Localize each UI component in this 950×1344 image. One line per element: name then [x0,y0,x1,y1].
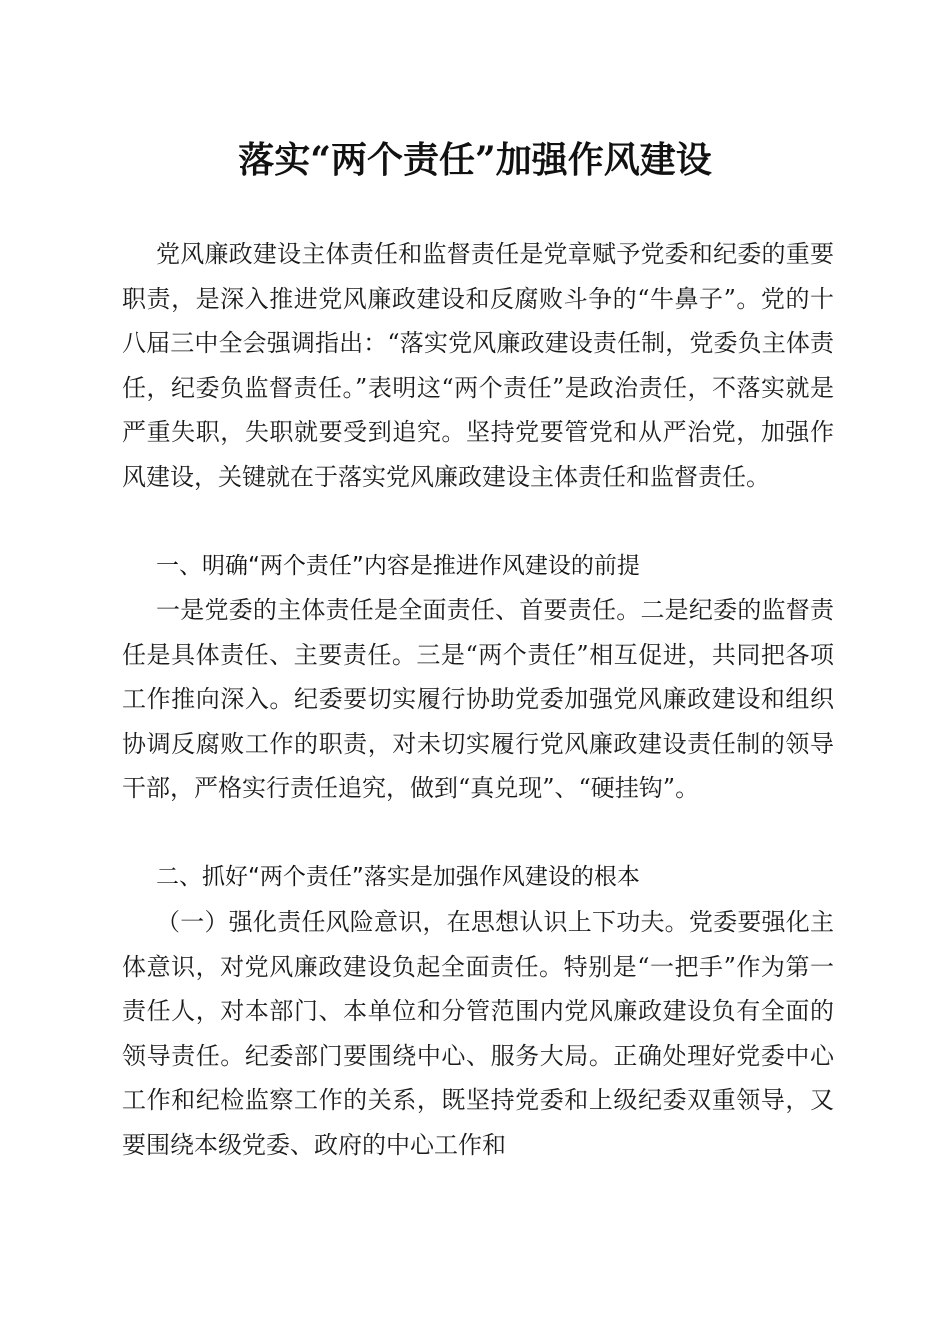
paragraph-section-2: （一）强化责任风险意识，在思想认识上下功夫。党委要强化主体意识，对党风廉政建设负起全面责任。特别是“一把手”作为第一责任人，对本部门、本单位和分管范围内党风廉政建设负有全面的领导责任。纪委部门要围绕中心、服务大局。正确处理好党委中心工作和纪检监察工作的关系，既坚持党委和上级纪委双重领导，又要围绕本级党委、政府的中心工作和 [122,908,834,1159]
section-heading-1: 一、明确“两个责任”内容是推进作风建设的前提 [156,553,640,579]
paragraph-intro: 党风廉政建设主体责任和监督责任是党章赋予党委和纪委的重要职责，是深入推进党风廉政建设和反腐败斗争的“牛鼻子”。党的十八届三中全会强调指出：“落实党风廉政建设责任制，党委负主体责任，纪委负监督责任。”表明这“两个责任”是政治责任，不落实就是严重失职，失职就要受到追究。坚持党要管党和从严治党，加强作风建设，关键就在于落实党风廉政建设主体责任和监督责任。 [122,240,834,491]
section-heading-2: 二、抓好“两个责任”落实是加强作风建设的根本 [156,864,640,890]
paragraph-section-1: 一是党委的主体责任是全面责任、首要责任。二是纪委的监督责任是具体责任、主要责任。三是“两个责任”相互促进，共同把各项工作推向深入。纪委要切实履行协助党委加强党风廉政建设和组织协调反腐败工作的职责，对未切实履行党风廉政建设责任制的领导干部，严格实行责任追究，做到“真兑现”、“硬挂钩”。 [122,596,834,802]
document-title: 落实“两个责任”加强作风建设 [238,139,712,181]
